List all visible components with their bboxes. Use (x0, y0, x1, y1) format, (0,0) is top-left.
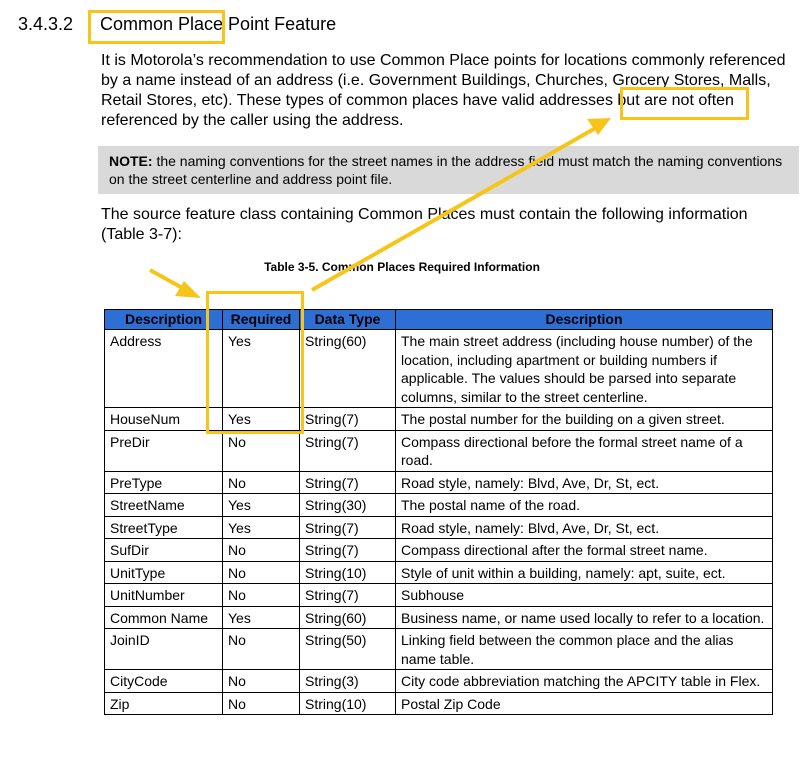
field-name: UnitNumber (105, 584, 223, 607)
description-cell: Road style, namely: Blvd, Ave, Dr, St, ect. (396, 516, 773, 539)
data-type-cell: String(10) (300, 561, 396, 584)
data-type-cell: String(7) (300, 584, 396, 607)
section-title-rest: Point Feature (223, 14, 337, 34)
data-type-cell: String(7) (300, 430, 396, 471)
description-cell: The postal number for the building on a given street. (396, 408, 773, 431)
header-data-type: Data Type (300, 310, 396, 330)
pointer-arrow-head (175, 281, 201, 298)
field-name: UnitType (105, 561, 223, 584)
note-text: the naming conventions for the street names in the address field must match the naming conventions on the street centerline and address point file. (109, 153, 783, 187)
data-type-cell: String(30) (300, 494, 396, 517)
source-paragraph: The source feature class containing Common Places must contain the following information (Table 3-7): (101, 206, 748, 243)
intro-text-before: It is Motorola’s recommendation to use Common Place points for locations commonly referenced by a name instead of an address (i.e. Government Buildings, Churches, Grocery Stores, Malls, Retail Stores, etc). These types of common places have (101, 52, 786, 109)
data-type-cell: String(3) (300, 670, 396, 693)
header-description: Description (105, 310, 223, 330)
field-name: Address (105, 330, 223, 408)
field-name: PreDir (105, 430, 223, 471)
data-type-cell: String(7) (300, 516, 396, 539)
description-cell: Linking field between the common place and the alias name table. (396, 629, 773, 670)
field-name: StreetType (105, 516, 223, 539)
data-type-cell: String(7) (300, 471, 396, 494)
section-number: 3.4.3.2 (18, 14, 74, 34)
diagonal-arrow-line (312, 126, 599, 290)
description-cell: Road style, namely: Blvd, Ave, Dr, St, ect. (396, 471, 773, 494)
description-cell: City code abbreviation matching the APCITY table in Flex. (396, 670, 773, 693)
intro-text-after: but are not often referenced by the caller using the address. (101, 92, 734, 129)
data-type-cell: String(50) (300, 629, 396, 670)
table-caption-text: Table 3-5. Common Places Required Information (264, 260, 540, 274)
description-cell: Compass directional before the formal street name of a road. (396, 430, 773, 471)
note-label: NOTE: (109, 153, 153, 169)
description-cell: Postal Zip Code (396, 692, 773, 715)
description-cell: Subhouse (396, 584, 773, 607)
section-title-highlighted: Common Place (100, 14, 224, 34)
required-cell: No (223, 430, 300, 471)
data-type-cell: String(10) (300, 692, 396, 715)
description-cell: The postal name of the road. (396, 494, 773, 517)
header-required: Required (223, 310, 300, 330)
required-cell: Yes (223, 494, 300, 517)
required-cell: Yes (223, 606, 300, 629)
required-cell: No (223, 584, 300, 607)
field-name: Zip (105, 692, 223, 715)
required-cell: No (223, 629, 300, 670)
required-cell: Yes (223, 516, 300, 539)
data-type-cell: String(7) (300, 539, 396, 562)
field-name: PreType (105, 471, 223, 494)
field-name: Common Name (105, 606, 223, 629)
header-field-description: Description (396, 310, 773, 330)
required-cell: No (223, 471, 300, 494)
field-name: JoinID (105, 629, 223, 670)
description-cell: Compass directional after the formal street name. (396, 539, 773, 562)
required-cell: Yes (223, 330, 300, 408)
valid-addresses-highlight-text: valid addresses (501, 92, 613, 109)
required-cell: No (223, 539, 300, 562)
required-cell: Yes (223, 408, 300, 431)
description-cell: The main street address (including house number) of the location, including apartment or building numbers if applicable. The values should be parsed into separate columns, similar to the street centerline. (396, 330, 773, 408)
field-name: HouseNum (105, 408, 223, 431)
required-cell: No (223, 561, 300, 584)
data-type-cell: String(7) (300, 408, 396, 431)
required-cell: No (223, 670, 300, 693)
field-name: StreetName (105, 494, 223, 517)
required-cell: No (223, 692, 300, 715)
description-cell: Style of unit within a building, namely: apt, suite, ect. (396, 561, 773, 584)
field-name: SufDir (105, 539, 223, 562)
field-name: CityCode (105, 670, 223, 693)
data-type-cell: String(60) (300, 606, 396, 629)
data-type-cell: String(60) (300, 330, 396, 408)
description-cell: Business name, or name used locally to refer to a location. (396, 606, 773, 629)
